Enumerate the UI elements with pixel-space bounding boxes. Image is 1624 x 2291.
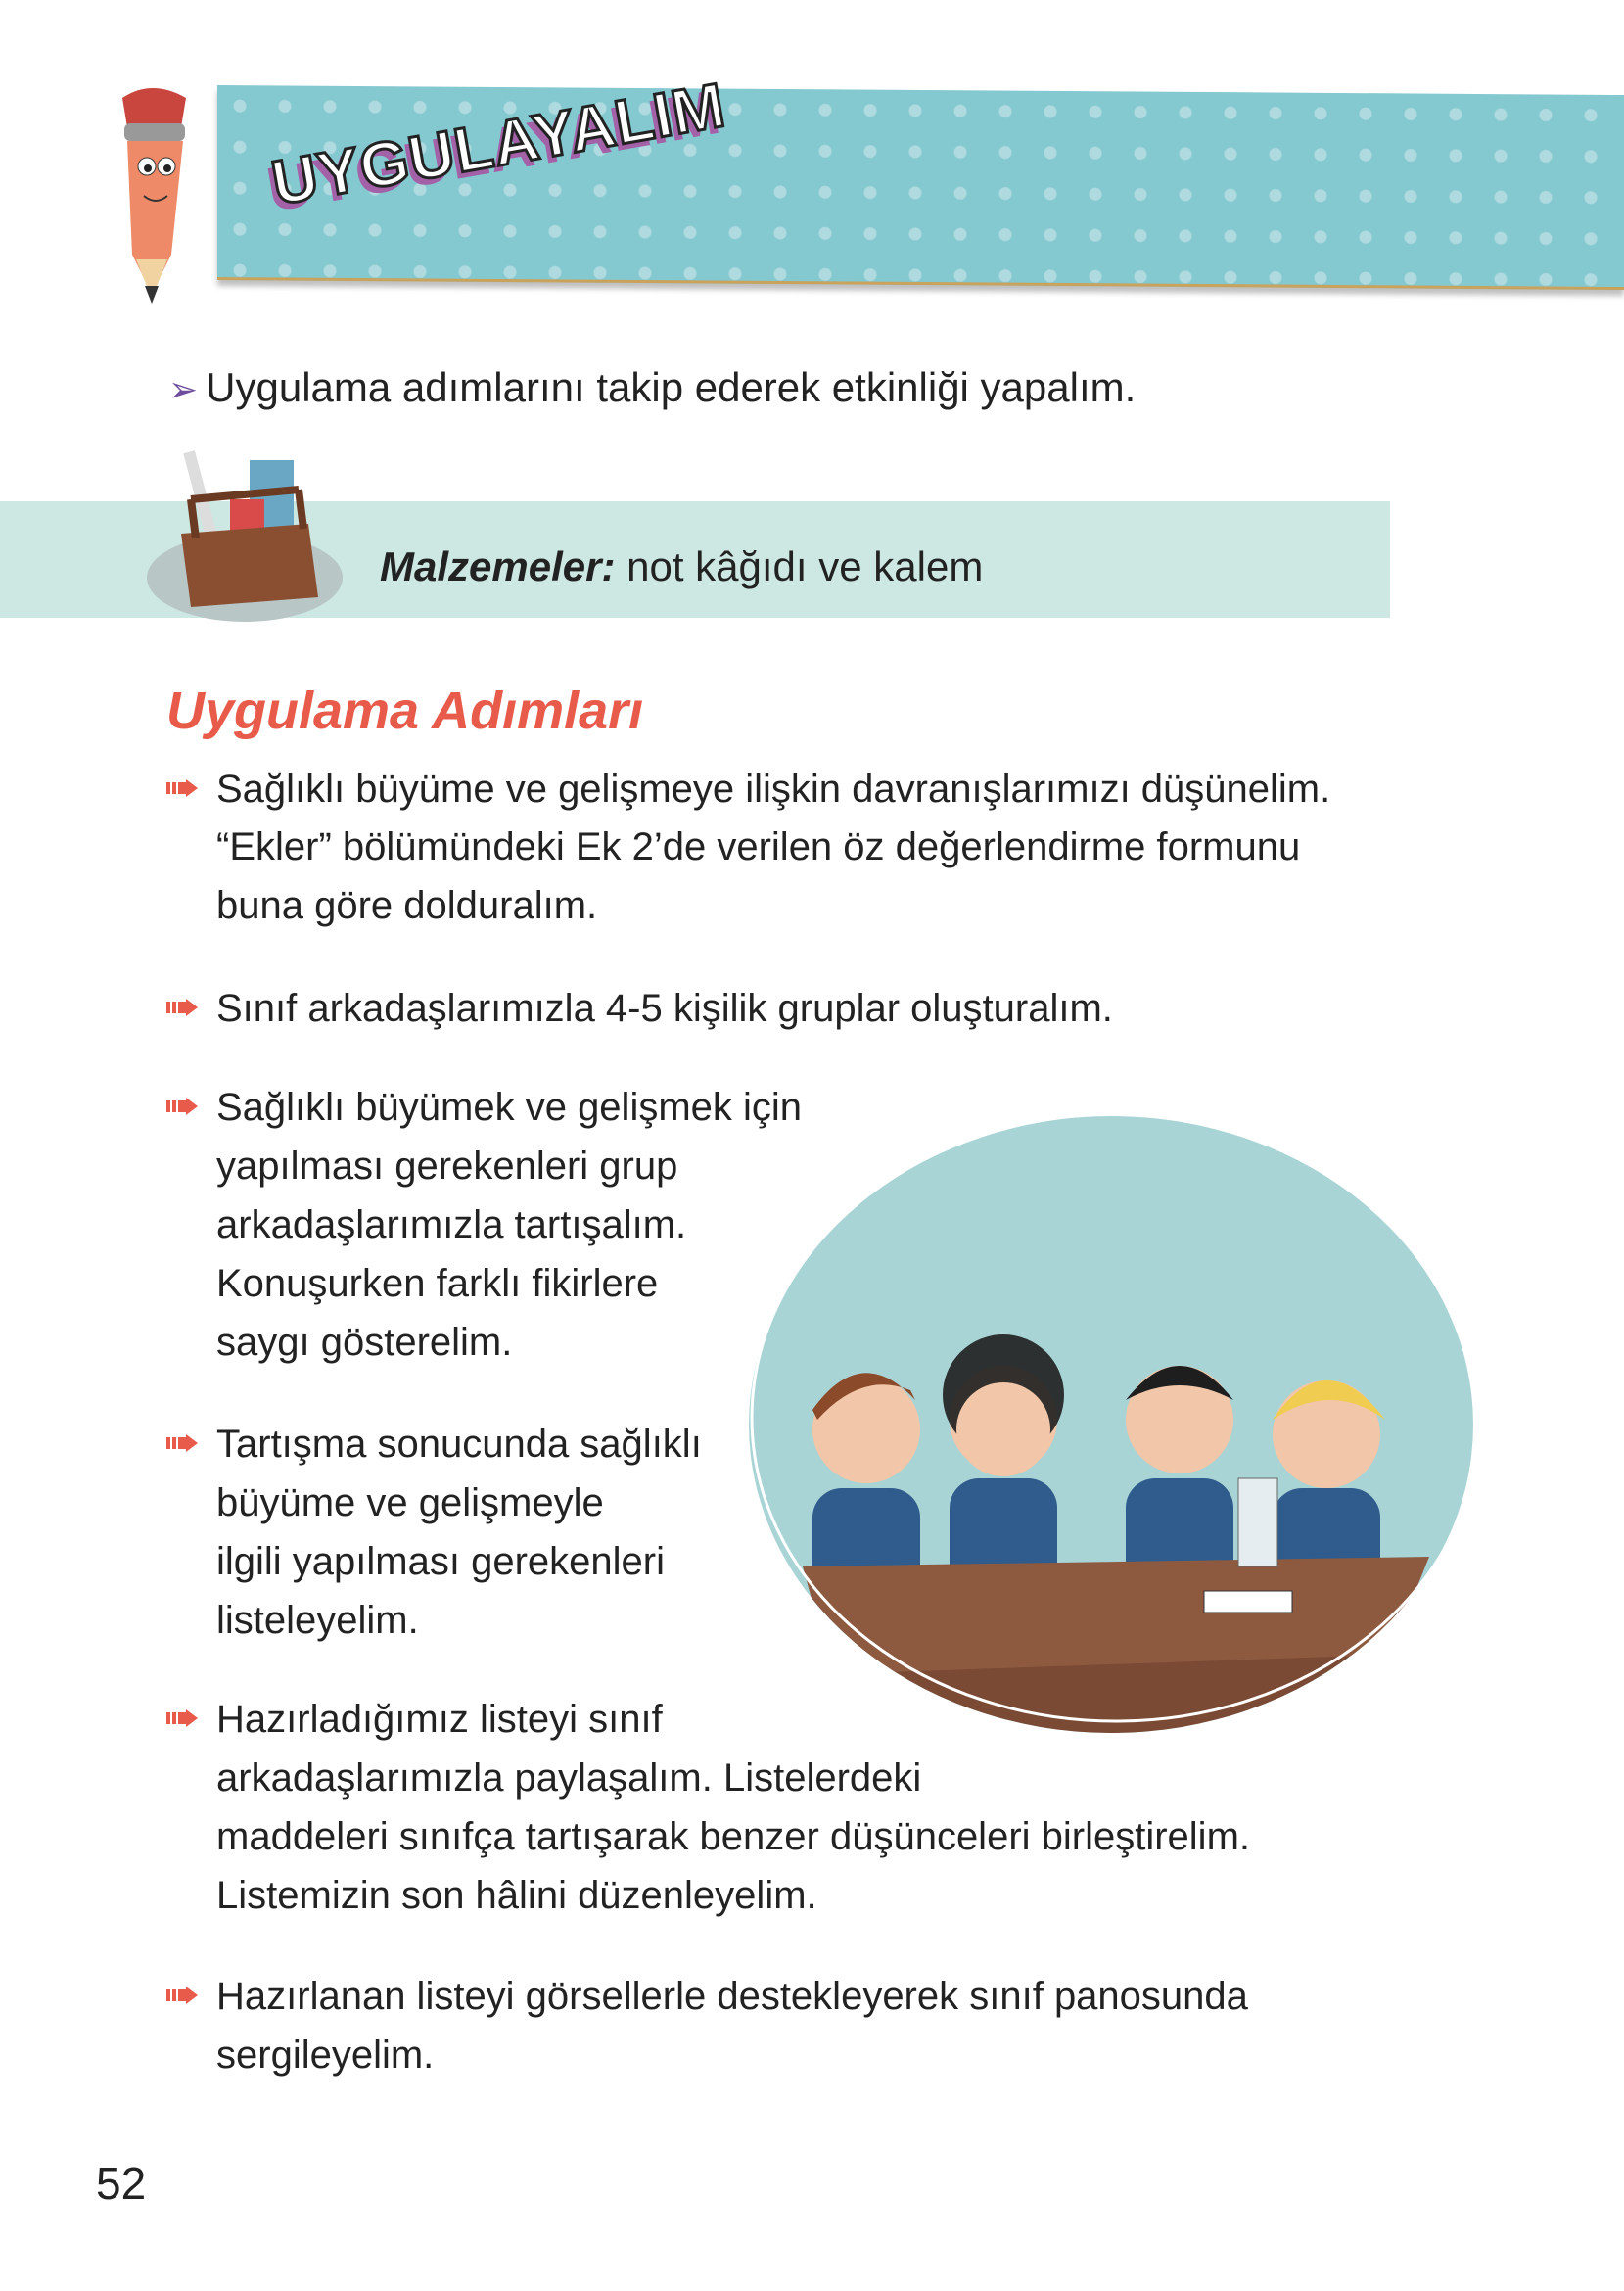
step-3-line-5: saygı gösterelim. xyxy=(216,1321,513,1364)
step-3-line-2: yapılması gerekenleri grup xyxy=(216,1145,678,1188)
instruction xyxy=(168,364,1136,411)
step-5-line-2: arkadaşlarımızla paylaşalım. Listelerdeki xyxy=(216,1756,922,1800)
materials-label: Malzemeler: xyxy=(380,543,616,589)
banner-title: UYGULAYALIM xyxy=(266,69,731,219)
step-1-line-3: buna göre dolduralım. xyxy=(216,884,598,927)
step-3-line-3: arkadaşlarımızla tartışalım. xyxy=(216,1203,687,1246)
bullet-arrow-icon xyxy=(166,1098,200,1115)
instruction-text: Uygulama adımlarını takip ederek etkinliği yapalım. xyxy=(206,364,1137,410)
step-5-line-3: maddeleri sınıfça tartışarak benzer düşünceleri birleştirelim. xyxy=(216,1815,1250,1858)
arrow-icon: ➢ xyxy=(168,369,199,409)
step-6-line-1: Hazırlanan listeyi görsellerle destekleyerek sınıf panosunda xyxy=(216,1975,1248,2018)
step-3-line-1: Sağlıklı büyümek ve gelişmek için xyxy=(216,1086,803,1129)
step-4-line-1: Tartışma sonucunda sağlıklı xyxy=(216,1423,702,1466)
step-6-line-2: sergileyelim. xyxy=(216,2034,435,2077)
bullet-arrow-icon xyxy=(166,999,200,1016)
step-2-line-1: Sınıf arkadaşlarımızla 4-5 kişilik gruplar oluşturalım. xyxy=(216,987,1113,1030)
materials xyxy=(380,543,983,590)
bullet-arrow-icon xyxy=(166,1987,200,2004)
pencil-mascot-icon xyxy=(93,59,230,313)
materials-value: not kâğıdı ve kalem xyxy=(626,543,984,589)
step-4-line-3: ilgili yapılması gerekenleri xyxy=(216,1540,665,1583)
step-1-line-2: “Ekler” bölümündeki Ek 2’de verilen öz değerlendirme formunu xyxy=(216,825,1301,868)
step-4-line-4: listeleyelim. xyxy=(216,1599,419,1642)
page-number: 52 xyxy=(96,2158,147,2209)
steps-heading: Uygulama Adımları xyxy=(166,681,644,740)
bullet-arrow-icon xyxy=(166,1709,200,1727)
step-5-line-1: Hazırladığımız listeyi sınıf xyxy=(216,1698,663,1741)
toolbox-icon xyxy=(147,441,372,627)
step-5-line-4: Listemizin son hâlini düzenleyelim. xyxy=(216,1874,817,1917)
step-1-line-1: Sağlıklı büyüme ve gelişmeye ilişkin davranışlarımızı düşünelim. xyxy=(216,768,1331,811)
bullet-arrow-icon xyxy=(166,1434,200,1452)
bullet-arrow-icon xyxy=(166,779,200,797)
step-3-line-4: Konuşurken farklı fikirlere xyxy=(216,1262,659,1305)
children-discussion-illustration xyxy=(744,1106,1488,1743)
step-4-line-2: büyüme ve gelişmeyle xyxy=(216,1481,604,1524)
